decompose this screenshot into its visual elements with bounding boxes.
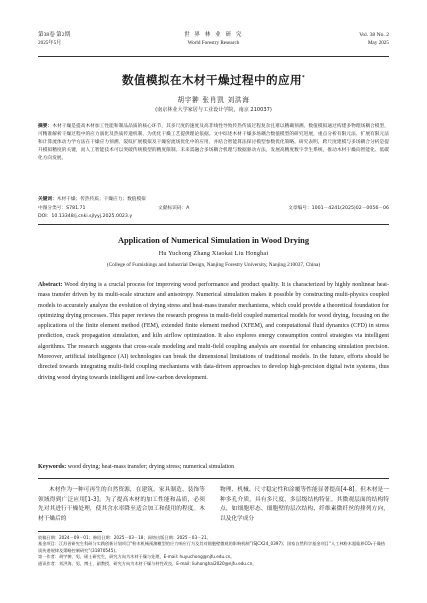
footnote-corresponding-author: 通讯作者：刘洪海，男，博士，副教授，研究方向为木材干燥与材性改良，E-mail: liuhonghai2020@njfu.edu.cn。 xyxy=(38,560,257,566)
meta-rule xyxy=(38,224,389,225)
abstract-en xyxy=(38,280,389,383)
abstract-cn-text: 木材干燥是提高木材加工性能和制品品质的核心环节，其多尺度的速度及高非线性导致传热传质过程复杂且难以精确预测。数值模拟通过构建多物理场耦合模型，可精准解析干燥过程中的应力演化及热质传递机制，为优化干燥工艺提供理论依据。文中综述木材干燥多场耦合数值模型的研究进展，重点分析有限元法、扩展有限元法和计算流体动力学方法在干燥应力预测、裂纹扩展模拟及干燥窑流场优化中的应用，并结合智能算法探讨模型参数优化策略。研究表明，跨尺度建模与多场耦合分析是提升模拟精度的关键，而人工智能技术可以突破传统模型的精度限制。未来需融合多场耦合机理与数据驱动方法，发展高精度数字孪生系统，推动木材干燥向智能化、低碳化方向发展。 xyxy=(38,124,389,162)
doi: DOI：10.13348/j.cnki.sjlyyj.2025.0023.y xyxy=(38,214,133,219)
abstract-cn-label: 摘要： xyxy=(38,124,53,129)
header-rule xyxy=(38,56,389,57)
header-journal-cn: 世 界 林 业 研 究 xyxy=(184,32,243,38)
abstract-en-text: Wood drying is a crucial process for improving wood performance and product quality. It is characterized by highly nonlinear heat-mass transfer driven by its multi-scale structure and anisotropy. Numerical simulation makes it possible by constructing multi-physics coupled models to accurately analyze the evolution of drying stress and heat-mass transfer mechanisms, which could provide a theoretical foundation for optimizing drying processes. This paper reviews the research progress in multi-field coupled numerical models for wood drying, focusing on the applications of the finite element method (FEM), extended finite element method (XFEM), and computational fluid dynamics (CFD) in stress prediction, crack propagation simulation, and kiln airflow optimization. It also explores energy consumption control strategies via intelligent algorithms. The research suggests that cross-scale modeling and multi-field coupling analysis are essential for enhancing simulation precision. Moreover, artificial intelligence (AI) technologies can break the dimensional limitations of traditional models. In the future, efforts should be directed towards integrating multi-field coupling mechanisms with data-driven approaches to develop high-precision digital twin systems, thus driving wood drying towards intelligent and low-carbon development. xyxy=(38,282,389,381)
abstract-en-label: Abstract: xyxy=(38,282,63,288)
body-column-right: 物理、机械、尺寸稳定性和涂覆等性能显著提高[4-8]。但木材是一种多孔介质，具有多尺度、多层级结构特征。其微观层面的结构特点，如细胞形态、细胞壁的层次结构、纤维素微纤丝的排列方向，以及化学成分 xyxy=(220,487,389,522)
article-id: 文章编号：1001－4241(2025)02－0056－06 xyxy=(288,206,389,211)
footnote-rule xyxy=(38,531,102,532)
keywords-cn xyxy=(38,196,389,204)
keywords-en-text: wood drying; heat-mass transfer; drying stress; numerical simulation xyxy=(67,464,235,470)
title-en: Application of Numerical Simulation in Wood Drying xyxy=(117,236,310,245)
footnotes xyxy=(38,535,389,567)
body-column-left: 木材作为一种可再生的自然资源，在建筑、家具制造、装饰等领域得到广泛应用[1-3]。为了提高木材的加工性能和品质，必须先对其进行干燥处理，使其含水率降至适合加工和使用的程度。木材干燥后的 xyxy=(38,487,205,522)
keywords-en xyxy=(38,463,389,472)
abstract-rule xyxy=(38,478,389,479)
document-code: 文献标识码：A xyxy=(158,206,190,211)
authors-en: Hu Yuchong Zhang Xiaokai Liu Honghai xyxy=(158,250,269,257)
title-footnote-mark: * xyxy=(301,75,305,82)
authors-cn: 胡宇翀 张肖凯 刘洪海 xyxy=(177,96,250,104)
header-date-en: May 2025 xyxy=(367,40,389,46)
running-header xyxy=(38,31,389,55)
title-cn: 数值模拟在木材干燥过程中的应用* xyxy=(122,73,305,87)
header-volume-issue-cn: 第38卷 第2期 xyxy=(38,32,71,38)
header-date-cn: 2025年5月 xyxy=(38,40,62,46)
keywords-en-label: Keywords: xyxy=(38,464,67,470)
affiliation-en: (College of Furnishings and Industrial Design, Nanjing Forestry University, Nanjing 210037, China) xyxy=(106,262,321,268)
affiliation-cn: (南京林业大学家居与工业设计学院，南京 210037) xyxy=(155,107,272,113)
clc-number: 中图分类号：S781.71 xyxy=(38,206,86,211)
keywords-cn-label: 关键词： xyxy=(38,197,57,202)
header-volume-issue-en: Vol. 38 No. 2 xyxy=(359,32,389,38)
article-metadata xyxy=(38,205,389,222)
footnote-funding: 基金项目：江苏省研究生科研与实践创新计划项目“粉木机械预测模型的应力响应行为及其对细胞壁微观的影响机制”(SJCX24_0397)；国家自然科学基金项目“人工林粉木超临界CO₂干燥热质传递规律及策略控制研究”(31870545)。 xyxy=(38,541,385,553)
footnote-first-author: 第一作者：胡宇翀，男，硕士研究生，研究方向为木材干燥与处理，E-mail: huyuchong@njfu.edu.cn。 xyxy=(38,554,235,560)
header-journal-en: World Forestry Research xyxy=(187,40,240,46)
abstract-cn xyxy=(38,123,389,163)
footnote-received: 收稿日期：2024－09－01；修回日期：2025－03－18；网络出版日期：2025－03－21。 xyxy=(38,535,211,540)
keywords-cn-text: 木材干燥；传热传质；干燥应力；数值模拟 xyxy=(56,197,146,202)
